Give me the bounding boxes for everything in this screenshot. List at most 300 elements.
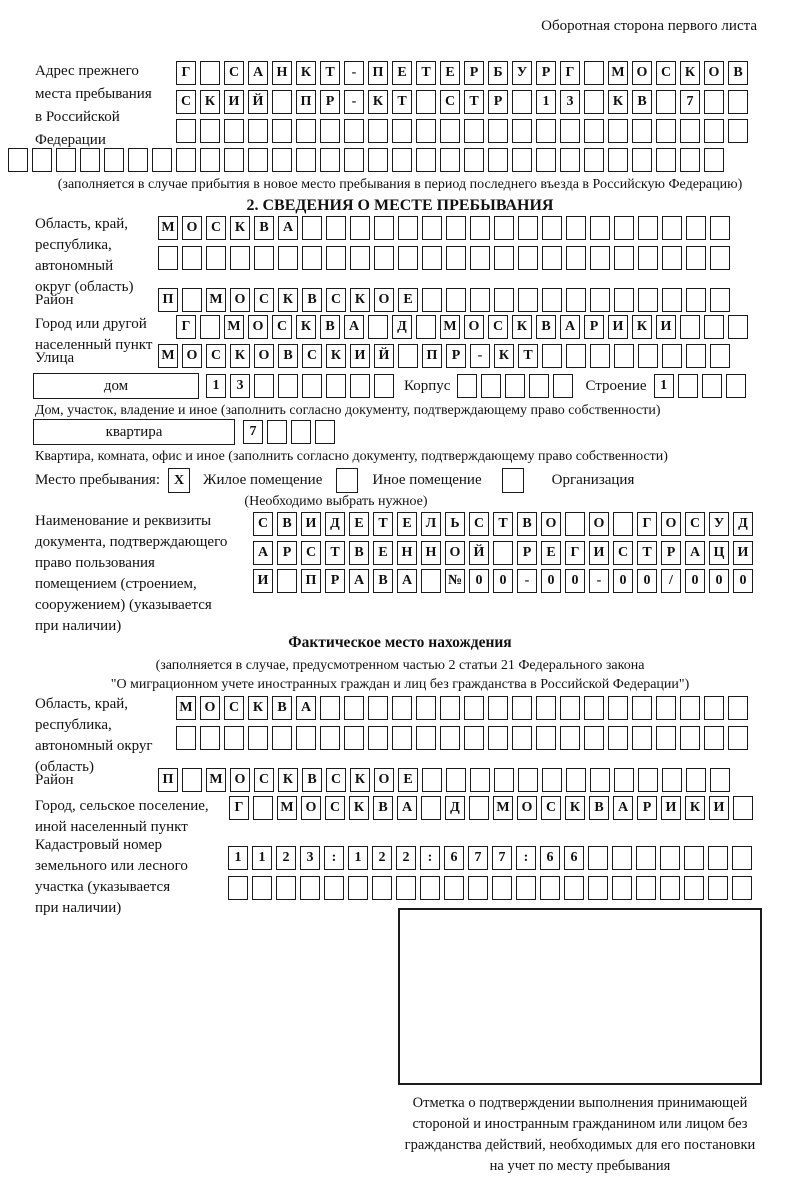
char-box[interactable]: 0 <box>493 569 513 593</box>
char-box[interactable]: Е <box>392 61 412 85</box>
char-box[interactable] <box>176 148 196 172</box>
char-box[interactable] <box>481 374 501 398</box>
char-box[interactable] <box>272 148 292 172</box>
char-box[interactable] <box>421 569 441 593</box>
char-box[interactable] <box>267 420 287 444</box>
char-box[interactable]: 6 <box>564 846 584 870</box>
char-box[interactable] <box>728 696 748 720</box>
char-box[interactable] <box>704 315 724 339</box>
char-box[interactable] <box>536 119 556 143</box>
char-box[interactable]: К <box>368 90 388 114</box>
char-box[interactable] <box>224 119 244 143</box>
char-box[interactable]: Д <box>325 512 345 536</box>
char-box[interactable] <box>296 148 316 172</box>
char-box[interactable]: 6 <box>540 846 560 870</box>
char-box[interactable]: Т <box>464 90 484 114</box>
char-box[interactable] <box>392 119 412 143</box>
char-box[interactable]: - <box>344 90 364 114</box>
char-box[interactable]: О <box>589 512 609 536</box>
char-box[interactable] <box>446 288 466 312</box>
char-box[interactable]: Т <box>493 512 513 536</box>
char-box[interactable]: С <box>656 61 676 85</box>
char-box[interactable]: М <box>277 796 297 820</box>
char-box[interactable] <box>422 216 442 240</box>
char-box[interactable] <box>542 246 562 270</box>
char-box[interactable] <box>206 246 226 270</box>
char-box[interactable] <box>350 374 370 398</box>
char-box[interactable]: М <box>158 216 178 240</box>
char-box[interactable] <box>584 119 604 143</box>
char-box[interactable]: 0 <box>637 569 657 593</box>
char-box[interactable]: К <box>296 61 316 85</box>
char-box[interactable] <box>684 846 704 870</box>
char-box[interactable] <box>278 246 298 270</box>
char-box[interactable] <box>710 288 730 312</box>
char-box[interactable]: Р <box>325 569 345 593</box>
char-box[interactable] <box>590 344 610 368</box>
char-box[interactable]: Г <box>229 796 249 820</box>
char-box[interactable] <box>8 148 28 172</box>
char-box[interactable] <box>464 726 484 750</box>
char-box[interactable]: П <box>422 344 442 368</box>
char-box[interactable] <box>248 119 268 143</box>
char-box[interactable] <box>302 374 322 398</box>
char-box[interactable]: 1 <box>348 846 368 870</box>
char-box[interactable]: 0 <box>613 569 633 593</box>
char-box[interactable] <box>656 119 676 143</box>
char-box[interactable]: С <box>206 216 226 240</box>
char-box[interactable]: С <box>224 696 244 720</box>
char-box[interactable]: 2 <box>396 846 416 870</box>
char-box[interactable]: И <box>253 569 273 593</box>
char-box[interactable] <box>542 768 562 792</box>
char-box[interactable]: О <box>517 796 537 820</box>
char-box[interactable]: С <box>325 796 345 820</box>
char-box[interactable] <box>176 726 196 750</box>
char-box[interactable] <box>614 246 634 270</box>
char-box[interactable] <box>588 876 608 900</box>
char-box[interactable]: О <box>374 768 394 792</box>
char-box[interactable] <box>632 148 652 172</box>
char-box[interactable] <box>368 696 388 720</box>
char-box[interactable] <box>704 119 724 143</box>
char-box[interactable] <box>128 148 148 172</box>
char-box[interactable]: / <box>661 569 681 593</box>
char-box[interactable] <box>272 119 292 143</box>
char-box[interactable]: - <box>517 569 537 593</box>
char-box[interactable]: С <box>301 541 321 565</box>
char-box[interactable]: Б <box>488 61 508 85</box>
char-box[interactable] <box>344 696 364 720</box>
char-box[interactable]: К <box>685 796 705 820</box>
char-box[interactable]: С <box>469 512 489 536</box>
char-box[interactable] <box>470 216 490 240</box>
char-box[interactable] <box>254 246 274 270</box>
char-box[interactable]: С <box>254 768 274 792</box>
char-box[interactable]: О <box>464 315 484 339</box>
char-box[interactable] <box>350 246 370 270</box>
char-box[interactable] <box>560 696 580 720</box>
char-box[interactable] <box>422 288 442 312</box>
char-box[interactable]: 1 <box>654 374 674 398</box>
char-box[interactable]: Д <box>392 315 412 339</box>
char-box[interactable]: Ц <box>709 541 729 565</box>
char-box[interactable]: 7 <box>680 90 700 114</box>
char-box[interactable] <box>536 726 556 750</box>
char-box[interactable] <box>726 374 746 398</box>
char-box[interactable] <box>416 696 436 720</box>
char-box[interactable] <box>494 216 514 240</box>
char-box[interactable]: И <box>661 796 681 820</box>
char-box[interactable]: К <box>248 696 268 720</box>
char-box[interactable]: М <box>158 344 178 368</box>
char-box[interactable] <box>392 148 412 172</box>
char-box[interactable]: К <box>494 344 514 368</box>
char-box[interactable]: Г <box>637 512 657 536</box>
char-box[interactable]: В <box>517 512 537 536</box>
char-box[interactable]: С <box>326 768 346 792</box>
char-box[interactable] <box>296 726 316 750</box>
char-box[interactable]: Е <box>398 288 418 312</box>
char-box[interactable] <box>248 726 268 750</box>
char-box[interactable]: П <box>158 288 178 312</box>
char-box[interactable] <box>529 374 549 398</box>
char-box[interactable] <box>590 246 610 270</box>
char-box[interactable]: В <box>277 512 297 536</box>
char-box[interactable]: Й <box>248 90 268 114</box>
char-box[interactable]: В <box>302 768 322 792</box>
char-box[interactable] <box>248 148 268 172</box>
char-box[interactable]: 6 <box>444 846 464 870</box>
char-box[interactable] <box>320 119 340 143</box>
char-box[interactable]: К <box>350 288 370 312</box>
char-box[interactable] <box>272 726 292 750</box>
char-box[interactable]: : <box>516 846 536 870</box>
char-box[interactable] <box>324 876 344 900</box>
char-box[interactable] <box>228 876 248 900</box>
char-box[interactable] <box>446 246 466 270</box>
char-box[interactable] <box>396 876 416 900</box>
char-box[interactable]: 3 <box>230 374 250 398</box>
char-box[interactable] <box>182 246 202 270</box>
char-box[interactable]: С <box>206 344 226 368</box>
char-box[interactable]: М <box>608 61 628 85</box>
char-box[interactable]: С <box>253 512 273 536</box>
char-box[interactable]: Д <box>445 796 465 820</box>
char-box[interactable] <box>278 374 298 398</box>
char-box[interactable] <box>584 61 604 85</box>
char-box[interactable] <box>608 726 628 750</box>
char-box[interactable]: А <box>397 796 417 820</box>
char-box[interactable] <box>440 148 460 172</box>
char-box[interactable] <box>560 726 580 750</box>
char-box[interactable]: М <box>206 768 226 792</box>
char-box[interactable]: И <box>589 541 609 565</box>
char-box[interactable]: И <box>350 344 370 368</box>
char-box[interactable] <box>470 768 490 792</box>
char-box[interactable] <box>662 216 682 240</box>
char-box[interactable]: В <box>278 344 298 368</box>
char-box[interactable] <box>326 246 346 270</box>
char-box[interactable] <box>374 216 394 240</box>
char-box[interactable] <box>584 148 604 172</box>
char-box[interactable] <box>566 768 586 792</box>
char-box[interactable]: Й <box>374 344 394 368</box>
char-box[interactable] <box>464 148 484 172</box>
char-box[interactable] <box>590 216 610 240</box>
char-box[interactable]: В <box>349 541 369 565</box>
char-box[interactable] <box>560 119 580 143</box>
char-box[interactable] <box>512 726 532 750</box>
char-box[interactable] <box>536 696 556 720</box>
char-box[interactable] <box>440 119 460 143</box>
char-box[interactable] <box>494 246 514 270</box>
char-box[interactable]: 0 <box>541 569 561 593</box>
char-box[interactable]: К <box>200 90 220 114</box>
char-box[interactable]: А <box>253 541 273 565</box>
char-box[interactable]: Т <box>373 512 393 536</box>
option-inoe-checkbox[interactable] <box>336 468 358 493</box>
char-box[interactable] <box>680 696 700 720</box>
char-box[interactable]: Р <box>517 541 537 565</box>
char-box[interactable] <box>660 846 680 870</box>
char-box[interactable]: К <box>608 90 628 114</box>
char-box[interactable]: В <box>302 288 322 312</box>
char-box[interactable] <box>182 288 202 312</box>
char-box[interactable]: А <box>296 696 316 720</box>
char-box[interactable] <box>728 119 748 143</box>
char-box[interactable]: С <box>176 90 196 114</box>
char-box[interactable]: В <box>536 315 556 339</box>
char-box[interactable]: 2 <box>372 846 392 870</box>
char-box[interactable]: О <box>632 61 652 85</box>
char-box[interactable] <box>686 288 706 312</box>
char-box[interactable]: Т <box>637 541 657 565</box>
char-box[interactable] <box>660 876 680 900</box>
char-box[interactable] <box>710 344 730 368</box>
char-box[interactable]: 2 <box>276 846 296 870</box>
char-box[interactable] <box>350 216 370 240</box>
char-box[interactable]: С <box>224 61 244 85</box>
char-box[interactable] <box>656 696 676 720</box>
char-box[interactable]: С <box>326 288 346 312</box>
char-box[interactable]: В <box>632 90 652 114</box>
char-box[interactable] <box>566 216 586 240</box>
char-box[interactable] <box>488 148 508 172</box>
char-box[interactable]: У <box>512 61 532 85</box>
char-box[interactable] <box>464 119 484 143</box>
char-box[interactable] <box>704 726 724 750</box>
char-box[interactable]: Т <box>325 541 345 565</box>
char-box[interactable] <box>421 796 441 820</box>
char-box[interactable] <box>614 344 634 368</box>
char-box[interactable] <box>542 344 562 368</box>
char-box[interactable] <box>518 246 538 270</box>
char-box[interactable] <box>276 876 296 900</box>
char-box[interactable]: Р <box>584 315 604 339</box>
char-box[interactable] <box>398 344 418 368</box>
char-box[interactable] <box>680 148 700 172</box>
char-box[interactable]: Е <box>541 541 561 565</box>
char-box[interactable] <box>512 148 532 172</box>
char-box[interactable]: С <box>272 315 292 339</box>
char-box[interactable] <box>344 119 364 143</box>
char-box[interactable]: Ь <box>445 512 465 536</box>
char-box[interactable]: Р <box>277 541 297 565</box>
char-box[interactable]: 0 <box>733 569 753 593</box>
char-box[interactable] <box>416 726 436 750</box>
char-box[interactable] <box>708 876 728 900</box>
char-box[interactable] <box>608 148 628 172</box>
char-box[interactable]: № <box>445 569 465 593</box>
char-box[interactable] <box>230 246 250 270</box>
char-box[interactable]: М <box>176 696 196 720</box>
char-box[interactable] <box>614 768 634 792</box>
char-box[interactable]: М <box>493 796 513 820</box>
char-box[interactable] <box>492 876 512 900</box>
char-box[interactable] <box>326 374 346 398</box>
char-box[interactable] <box>469 796 489 820</box>
char-box[interactable] <box>104 148 124 172</box>
char-box[interactable] <box>344 148 364 172</box>
char-box[interactable] <box>656 148 676 172</box>
char-box[interactable] <box>542 288 562 312</box>
char-box[interactable]: А <box>248 61 268 85</box>
option-zhiloe-checkbox[interactable]: X <box>168 468 190 493</box>
char-box[interactable] <box>372 876 392 900</box>
char-box[interactable]: О <box>200 696 220 720</box>
char-box[interactable]: Н <box>397 541 417 565</box>
char-box[interactable]: : <box>420 846 440 870</box>
char-box[interactable] <box>152 148 172 172</box>
char-box[interactable]: В <box>373 569 393 593</box>
char-box[interactable]: С <box>440 90 460 114</box>
char-box[interactable]: Е <box>373 541 393 565</box>
char-box[interactable]: 7 <box>243 420 263 444</box>
char-box[interactable]: И <box>608 315 628 339</box>
char-box[interactable]: Д <box>733 512 753 536</box>
char-box[interactable] <box>686 246 706 270</box>
char-box[interactable] <box>608 696 628 720</box>
char-box[interactable] <box>420 876 440 900</box>
char-box[interactable] <box>494 288 514 312</box>
option-org-checkbox[interactable] <box>502 468 524 493</box>
char-box[interactable] <box>590 288 610 312</box>
char-box[interactable]: К <box>230 216 250 240</box>
char-box[interactable]: В <box>728 61 748 85</box>
char-box[interactable] <box>632 726 652 750</box>
char-box[interactable] <box>440 696 460 720</box>
char-box[interactable]: А <box>344 315 364 339</box>
char-box[interactable]: К <box>350 768 370 792</box>
char-box[interactable] <box>636 846 656 870</box>
char-box[interactable] <box>416 90 436 114</box>
char-box[interactable]: В <box>320 315 340 339</box>
char-box[interactable] <box>182 768 202 792</box>
char-box[interactable]: О <box>374 288 394 312</box>
char-box[interactable] <box>638 216 658 240</box>
char-box[interactable] <box>710 246 730 270</box>
char-box[interactable] <box>662 288 682 312</box>
char-box[interactable]: А <box>349 569 369 593</box>
char-box[interactable] <box>516 876 536 900</box>
char-box[interactable] <box>638 288 658 312</box>
char-box[interactable] <box>680 315 700 339</box>
char-box[interactable]: В <box>254 216 274 240</box>
char-box[interactable]: У <box>709 512 729 536</box>
char-box[interactable] <box>540 876 560 900</box>
char-box[interactable]: 1 <box>206 374 226 398</box>
char-box[interactable] <box>320 696 340 720</box>
char-box[interactable] <box>686 216 706 240</box>
char-box[interactable] <box>732 876 752 900</box>
char-box[interactable]: : <box>324 846 344 870</box>
char-box[interactable] <box>470 288 490 312</box>
char-box[interactable] <box>368 119 388 143</box>
char-box[interactable] <box>638 344 658 368</box>
char-box[interactable] <box>614 216 634 240</box>
char-box[interactable]: С <box>302 344 322 368</box>
char-box[interactable]: Г <box>560 61 580 85</box>
char-box[interactable] <box>536 148 556 172</box>
char-box[interactable]: М <box>224 315 244 339</box>
char-box[interactable]: К <box>296 315 316 339</box>
char-box[interactable]: П <box>296 90 316 114</box>
char-box[interactable] <box>374 374 394 398</box>
char-box[interactable] <box>512 696 532 720</box>
char-box[interactable] <box>422 768 442 792</box>
char-box[interactable]: А <box>397 569 417 593</box>
char-box[interactable]: И <box>656 315 676 339</box>
char-box[interactable]: К <box>512 315 532 339</box>
char-box[interactable] <box>564 876 584 900</box>
char-box[interactable] <box>512 90 532 114</box>
char-box[interactable] <box>686 768 706 792</box>
char-box[interactable] <box>566 288 586 312</box>
char-box[interactable]: Й <box>469 541 489 565</box>
char-box[interactable] <box>584 726 604 750</box>
char-box[interactable]: О <box>182 344 202 368</box>
char-box[interactable] <box>608 119 628 143</box>
char-box[interactable] <box>302 246 322 270</box>
char-box[interactable]: Р <box>320 90 340 114</box>
char-box[interactable]: И <box>301 512 321 536</box>
char-box[interactable] <box>710 216 730 240</box>
char-box[interactable]: О <box>230 288 250 312</box>
char-box[interactable]: 1 <box>252 846 272 870</box>
char-box[interactable]: В <box>589 796 609 820</box>
char-box[interactable]: С <box>541 796 561 820</box>
char-box[interactable]: 1 <box>536 90 556 114</box>
char-box[interactable]: О <box>301 796 321 820</box>
char-box[interactable]: П <box>368 61 388 85</box>
char-box[interactable] <box>320 148 340 172</box>
char-box[interactable] <box>416 315 436 339</box>
char-box[interactable] <box>493 541 513 565</box>
char-box[interactable]: Р <box>637 796 657 820</box>
char-box[interactable] <box>277 569 297 593</box>
char-box[interactable]: Е <box>440 61 460 85</box>
char-box[interactable]: Т <box>416 61 436 85</box>
char-box[interactable]: Т <box>518 344 538 368</box>
char-box[interactable] <box>224 148 244 172</box>
char-box[interactable] <box>678 374 698 398</box>
char-box[interactable] <box>488 119 508 143</box>
char-box[interactable]: Г <box>565 541 585 565</box>
char-box[interactable]: И <box>224 90 244 114</box>
char-box[interactable] <box>512 119 532 143</box>
char-box[interactable]: О <box>445 541 465 565</box>
